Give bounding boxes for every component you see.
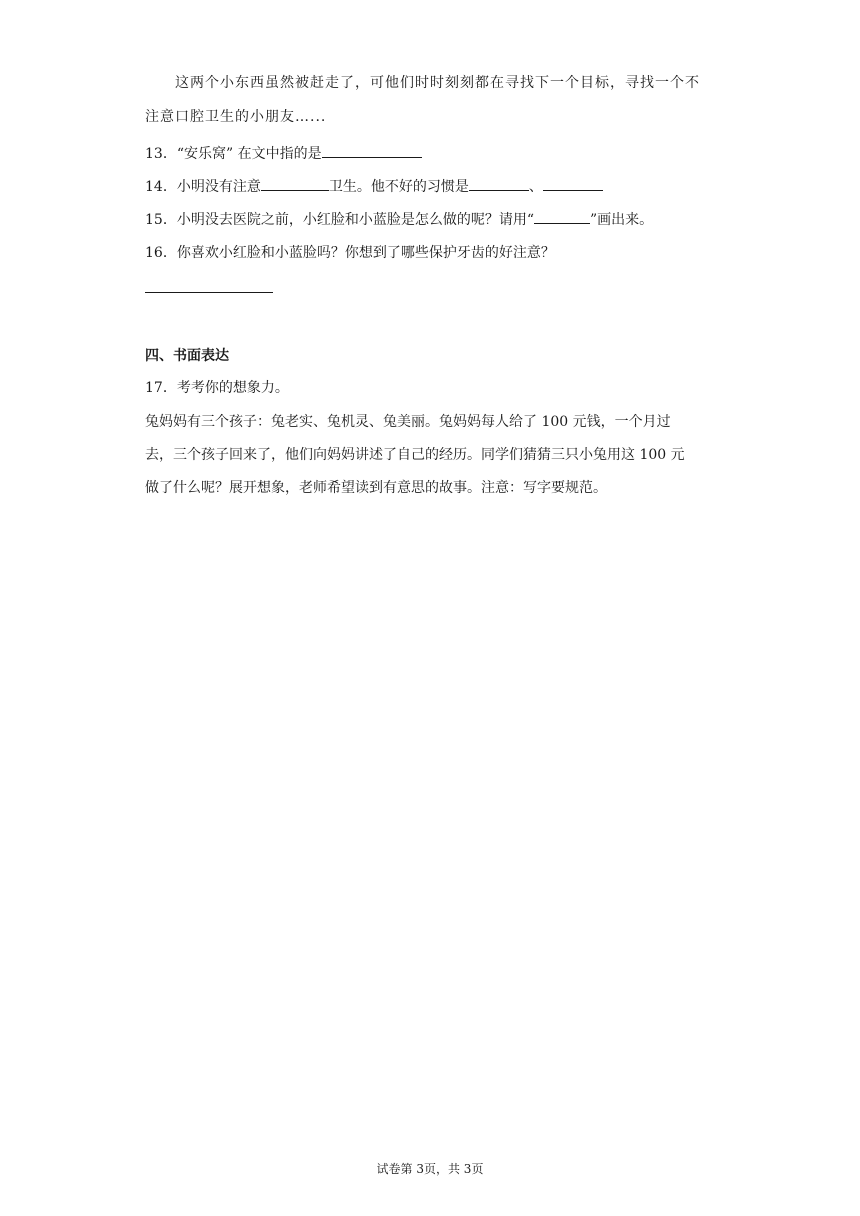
- page-footer: 试卷第 3页，共 3页: [376, 1162, 484, 1176]
- question-15-text-a: 15．小明没去医院之前，小红脸和小蓝脸是怎么做的呢？请用“: [145, 212, 534, 228]
- question-14: [145, 176, 603, 197]
- question-14-text-a: 14．小明没有注意: [145, 179, 261, 195]
- answer-blank-13[interactable]: [322, 143, 422, 158]
- answer-line-16[interactable]: [145, 292, 273, 293]
- question-14-separator: 、: [528, 179, 543, 195]
- answer-blank-14b[interactable]: [469, 176, 529, 191]
- question-15: [145, 209, 653, 230]
- answer-blank-14c[interactable]: [543, 176, 603, 191]
- prompt-line-2: 去，三个孩子回来了，他们向妈妈讲述了自己的经历。同学们猜猜三只小兔用这 100 元: [145, 447, 685, 463]
- prompt-line-1: 兔妈妈有三个孩子：兔老实、兔机灵、兔美丽。兔妈妈每人给了 100 元钱，一个月过: [145, 414, 671, 430]
- question-15-text-b: ”画出来。: [589, 212, 654, 228]
- question-13-text: 13．“安乐窝” 在文中指的是: [145, 146, 322, 162]
- passage-line-2: 注意口腔卫生的小朋友…...: [145, 109, 327, 125]
- prompt-line-3: 做了什么呢？展开想象，老师希望读到有意思的故事。注意：写字要规范。: [145, 480, 607, 496]
- question-16: 16．你喜欢小红脸和小蓝脸吗？你想到了哪些保护牙齿的好注意？: [145, 245, 555, 261]
- question-17: 17．考考你的想象力。: [145, 380, 289, 396]
- underline-sample: [534, 209, 590, 224]
- question-13: [145, 143, 422, 164]
- answer-blank-14a[interactable]: [261, 176, 329, 191]
- section-heading: 四、书面表达: [145, 348, 229, 364]
- question-14-text-b: 卫生。他不好的习惯是: [328, 179, 469, 195]
- passage-line-1: 这两个小东西虽然被赶走了，可他们时时刻刻都在寻找下一个目标，寻找一个不: [175, 75, 700, 91]
